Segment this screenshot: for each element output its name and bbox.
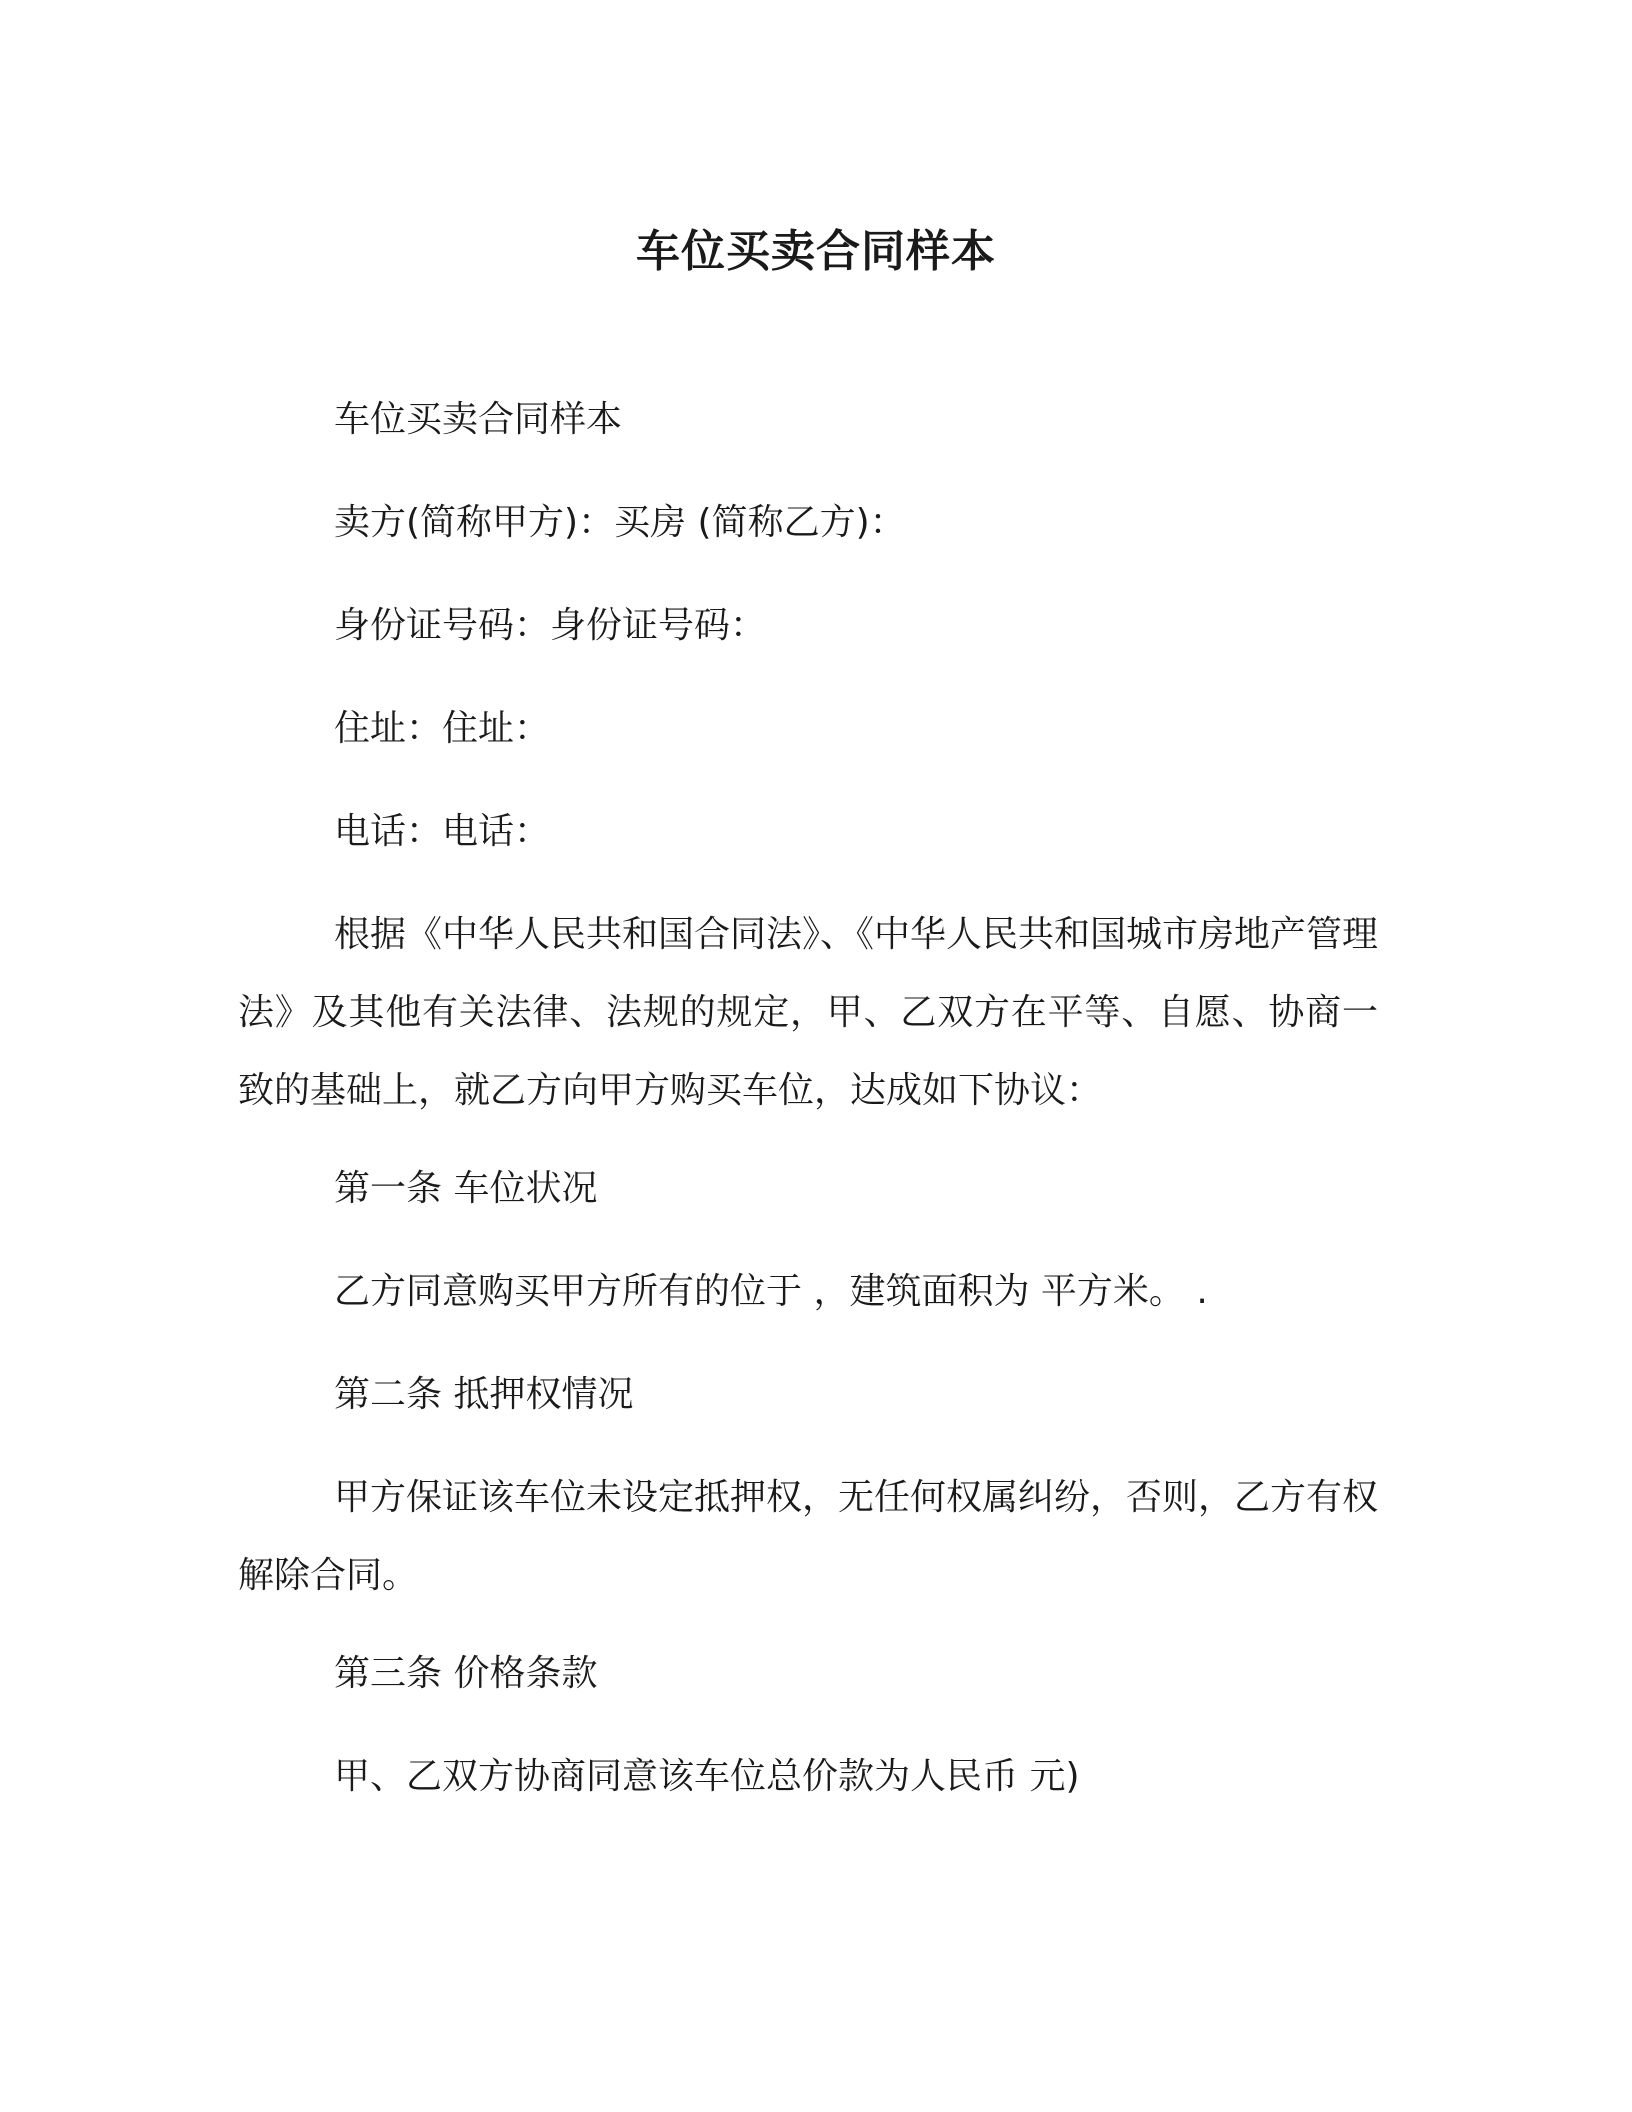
article-3-text: 甲、乙双方协商同意该车位总价款为人民币 元)	[334, 1756, 1080, 1797]
document-subtitle: 车位买卖合同样本	[334, 399, 623, 440]
article-3-heading: 第三条 价格条款	[334, 1653, 598, 1694]
article-2-text: 甲方保证该车位未设定抵押权，无任何权属纠纷，否则，乙方有权解除合同。	[238, 1477, 1379, 1596]
id-number-line: 身份证号码：身份证号码：	[334, 605, 767, 646]
address-line: 住址：住址：	[334, 708, 551, 749]
document-title: 车位买卖合同样本	[636, 226, 996, 277]
preamble-paragraph: 根据《中华人民共和国合同法》、《中华人民共和国城市房地产管理法》及其他有关法律、法规的规定，甲、乙双方在平等、自愿、协商一致的基础上，就乙方向甲方购买车位，达成如下协议：	[238, 914, 1379, 1111]
article-2-heading: 第二条 抵押权情况	[334, 1374, 634, 1415]
phone-line: 电话：电话：	[334, 811, 551, 852]
article-1-heading: 第一条 车位状况	[334, 1168, 598, 1209]
parties-line: 卖方(简称甲方)：买房 (简称乙方)：	[334, 502, 906, 543]
article-1-text: 乙方同意购买甲方所有的位于 ，建筑面积为 平方米。 .	[334, 1271, 1208, 1312]
